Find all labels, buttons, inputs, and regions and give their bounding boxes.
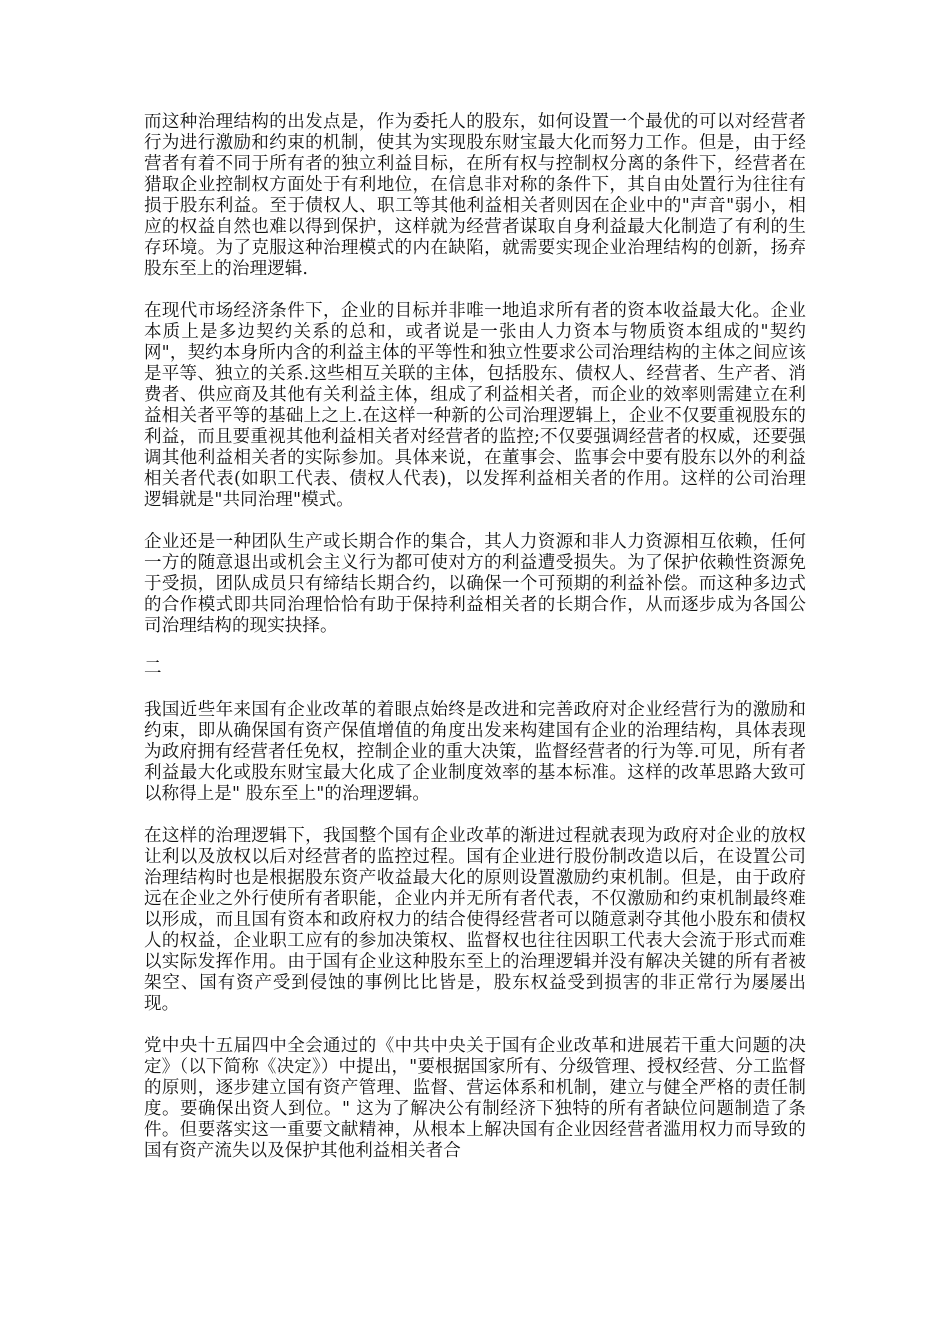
section-heading-two: 二	[144, 658, 162, 678]
paragraph-party-decision: 党中央十五届四中全会通过的《中共中央关于国有企业改革和进展若干重大问题的决定》（以下简称《决定》）中提出，"要根据国家所有、分级管理、授权经营、分工监督的原则，逐步建立国有资产管理、监督、营运体系和机制，建立与健全严格的责任制度。要确保出资人到位。" 这为了解决公有制经济下独特的所有者缺位问题制造了条件。但要落实这一重要文献精神，从根本上解决国有企业因经营者滥用权力而导致的国有资产流失以及保护其他利益相关者合	[144, 1036, 806, 1161]
paragraph-reform-process: 在这样的治理逻辑下，我国整个国有企业改革的渐进过程就表现为政府对企业的放权让利以及放权以后对经营者的监控过程。国有企业进行股份制改造以后，在设置公司治理结构时也是根据股东资产收益最大化的原则设置激励约束机制。但是，由于政府远在企业之外行使所有者职能，企业内并无所有者代表，不仅激励和约束机制最终难以形成，而且国有资本和政府权力的结合使得经营者可以随意剥夺其他小股东和债权人的权益，企业职工应有的参加决策权、监督权也往往因职工代表大会流于形式而难以实际发挥作用。由于国有企业这种股东至上的治理逻辑并没有解决关键的所有者被架空、国有资产受到侵蚀的事例比比皆是，股东权益受到损害的非正常行为屡屡出现。	[144, 826, 806, 1014]
paragraph-team-cooperation: 企业还是一种团队生产或长期合作的集合，其人力资源和非人力资源相互依赖，任何一方的随意退出或机会主义行为都可使对方的利益遭受损失。为了保护依赖性资源免于受损，团队成员只有缔结长期合约，以确保一个可预期的利益补偿。而这种多边式的合作模式即共同治理恰恰有助于保持利益相关者的长期合作，从而逐步成为各国公司治理结构的现实抉择。	[144, 532, 806, 636]
paragraph-governance-origin: 而这种治理结构的出发点是，作为委托人的股东，如何设置一个最优的可以对经营者行为进行激励和约束的机制，使其为实现股东财宝最大化而努力工作。但是，由于经营者有着不同于所有者的独立利益目标，在所有权与控制权分离的条件下，经营者在猎取企业控制权方面处于有利地位，在信息非对称的条件下，其自由处置行为往往有损于股东利益。至于债权人、职工等其他利益相关者则因在企业中的"声音"弱小，相应的权益自然也难以得到保护，这样就为经营者谋取自身利益最大化制造了有利的生存环境。为了克服这种治理模式的内在缺陷，就需要实现企业治理结构的创新，扬弃股东至上的治理逻辑.	[144, 112, 806, 279]
paragraph-soe-reform: 我国近些年来国有企业改革的着眼点始终是改进和完善政府对企业经营行为的激励和约束，即从确保国有资产保值增值的角度出发来构建国有企业的治理结构，具体表现为政府拥有经营者任免权，控制企业的重大决策，监督经营者的行为等.可见，所有者利益最大化或股东财宝最大化成了企业制度效率的基本标准。这样的改革思路大致可以称得上是" 股东至上"的治理逻辑。	[144, 700, 806, 804]
document-body	[144, 112, 806, 1183]
paragraph-stakeholder-contract: 在现代市场经济条件下，企业的目标并非唯一地追求所有者的资本收益最大化。企业本质上是多边契约关系的总和，或者说是一张由人力资本与物质资本组成的"契约网"，契约本身所内含的利益主体的平等性和独立性要求公司治理结构的主体之间应该是平等、独立的关系.这些相互关联的主体，包括股东、债权人、经营者、生产者、消费者、供应商及其他有关利益主体，组成了利益相关者，而企业的效率则需建立在利益相关者平等的基础上之上.在这样一种新的公司治理逻辑上，企业不仅要重视股东的利益，而且要重视其他利益相关者对经营者的监控;不仅要强调经营者的权威，还要强调其他利益相关者的实际参加。具体来说，在董事会、监事会中要有股东以外的利益相关者代表(如职工代表、债权人代表)，以发挥利益相关者的作用。这样的公司治理逻辑就是"共同治理"模式。	[144, 301, 806, 510]
